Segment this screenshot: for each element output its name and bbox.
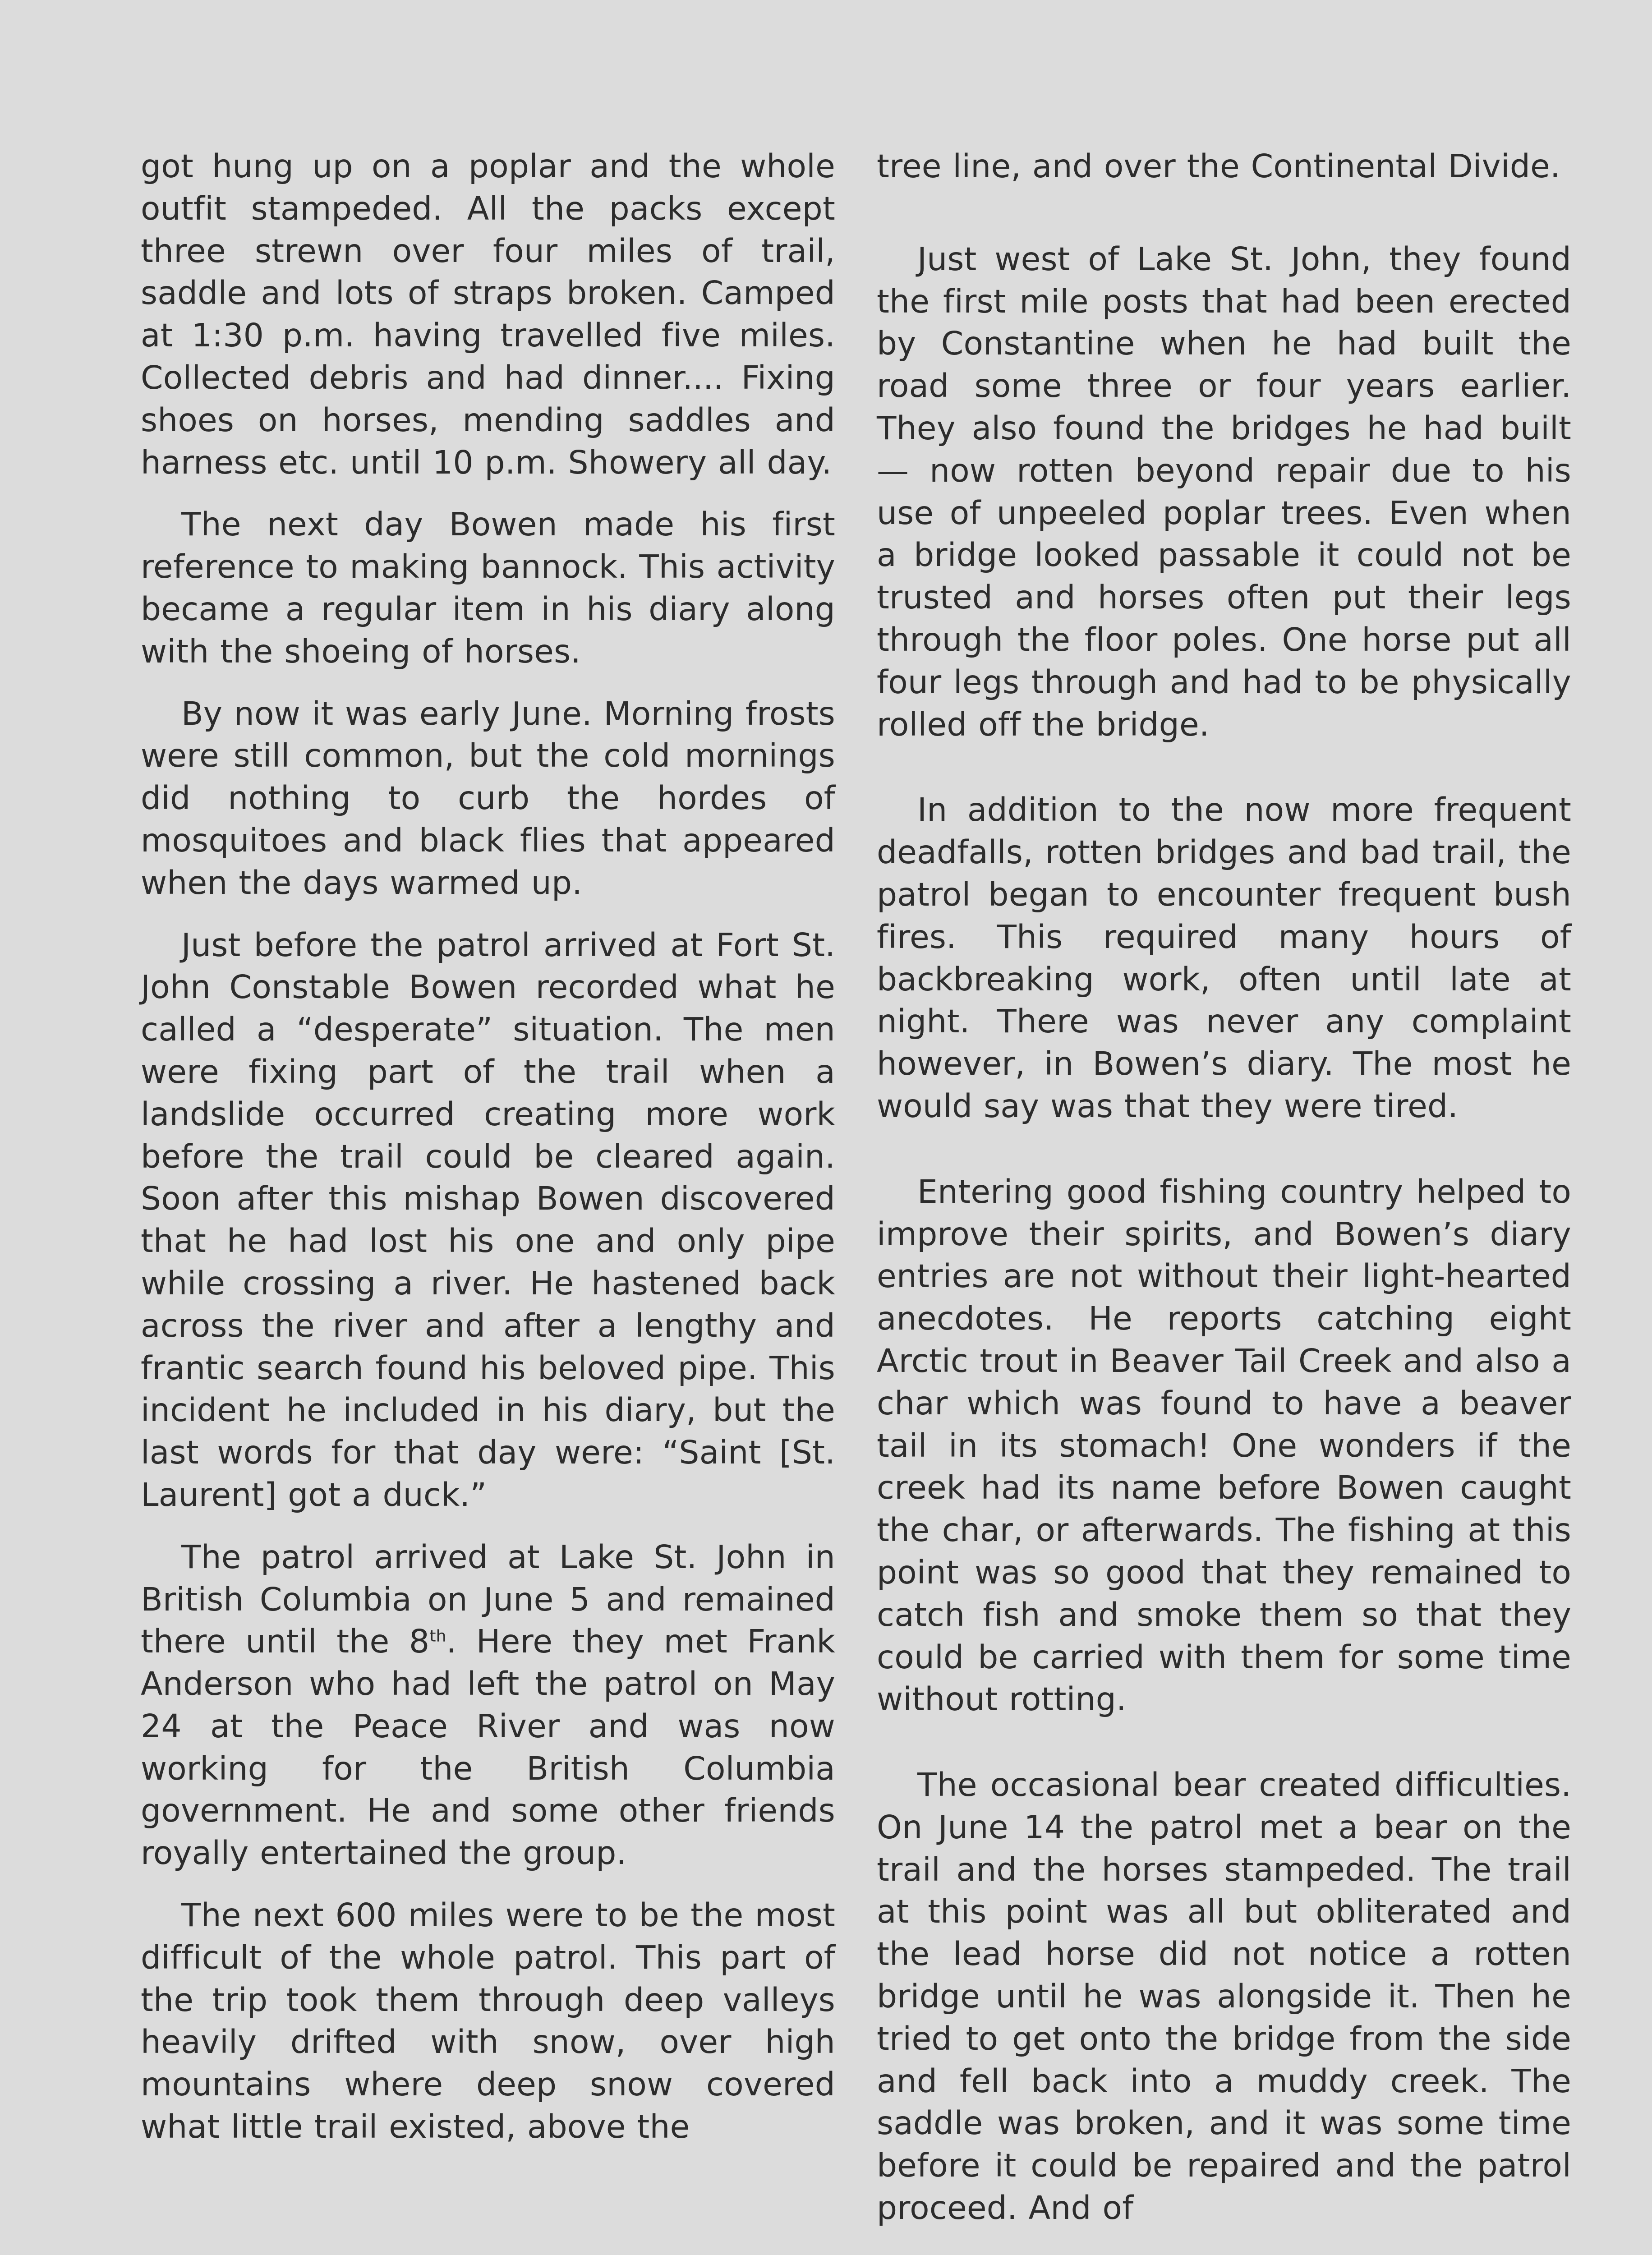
paragraph: Just west of Lake St. John, they found the first mile posts that had been erected by Constantine when he had built the road some three or four years earlier. They also found the bridges he had built — now rotten beyond repair due to his use of unpeeled poplar trees. Even when a bridge looked passable it could not be trusted and horses often put their legs through the floor poles. One horse put all four legs through and had to be physically rolled off the bridge.	[877, 240, 1571, 743]
left-column	[141, 145, 835, 2168]
paragraph: The next day Bowen made his first reference to making bannock. This activity became a regular item in his diary along with the shoeing of horses.	[141, 506, 835, 670]
paragraph-text: The patrol arrived at Lake St. John in British Columbia on June 5 and remained there until the 8	[141, 1538, 835, 1661]
ordinal-suffix: th	[429, 1627, 446, 1646]
paragraph	[141, 1536, 835, 1874]
paragraph: Just before the patrol arrived at Fort St. John Constable Bowen recorded what he called a “desperate” situation. The men were fixing part of the trail when a landslide occurred creating more work before the trail could be cleared again. Soon after this mishap Bowen discovered that he had lost his one and only pipe while crossing a river. He hastened back across the river and after a lengthy and frantic search found his beloved pipe. This incident he included in his diary, but the last words for that day were: “Saint [St. Laurent] got a duck.”	[141, 926, 835, 1514]
paragraph: In addition to the now more frequent deadfalls, rotten bridges and bad trail, the patrol began to encounter frequent bush fires. This required many hours of backbreaking work, often until late at night. There was never any complaint however, in Bowen’s diary. The most he would say was that they were tired.	[877, 791, 1571, 1125]
paragraph-text: . Here they met Frank Anderson who had left the patrol on May 24 at the Peace River and was now working for the British Columbia government. He and some other friends royally entertained the group.	[141, 1623, 836, 1872]
paragraph: Entering good fishing country helped to improve their spirits, and Bowen’s diary entries are not without their light-hearted anecdotes. He reports catching eight Arctic trout in Beaver Tail Creek and also a char which was found to have a beaver tail in its stomach! One wonders if the creek had its name before Bowen caught the char, or afterwards. The fishing at this point was so good that they remained to catch fish and smoke them so that they could be carried with them for some time without rotting.	[877, 1173, 1571, 1718]
paragraph: got hung up on a poplar and the whole outfit stampeded. All the packs except three strewn over four miles of trail, saddle and lots of straps broken. Camped at 1:30 p.m. having travelled five miles. Collected debris and had dinner.... Fixing shoes on horses, mending saddles and harness etc. until 10 p.m. Showery all day.	[141, 147, 835, 481]
right-column	[877, 145, 1571, 2255]
paragraph: tree line, and over the Continental Divide.	[877, 147, 1560, 185]
paragraph: The next 600 miles were to be the most difficult of the whole patrol. This part of the trip took them through deep valleys heavily drifted with snow, over high mountains where deep snow covered what little trail existed, above the	[141, 1896, 835, 2146]
paragraph: The occasional bear created difficulties. On June 14 the patrol met a bear on the trail and the horses stampeded. The trail at this point was all but obliterated and the lead horse did not notice a rotten bridge until he was alongside it. Then he tried to get onto the bridge from the side and fell back into a muddy creek. The saddle was broken, and it was some time before it could be repaired and the patrol proceed. And of	[877, 1766, 1571, 2227]
paragraph: By now it was early June. Morning frosts were still common, but the cold mornings did nothing to curb the hordes of mosquitoes and black flies that appeared when the days warmed up.	[141, 695, 835, 902]
